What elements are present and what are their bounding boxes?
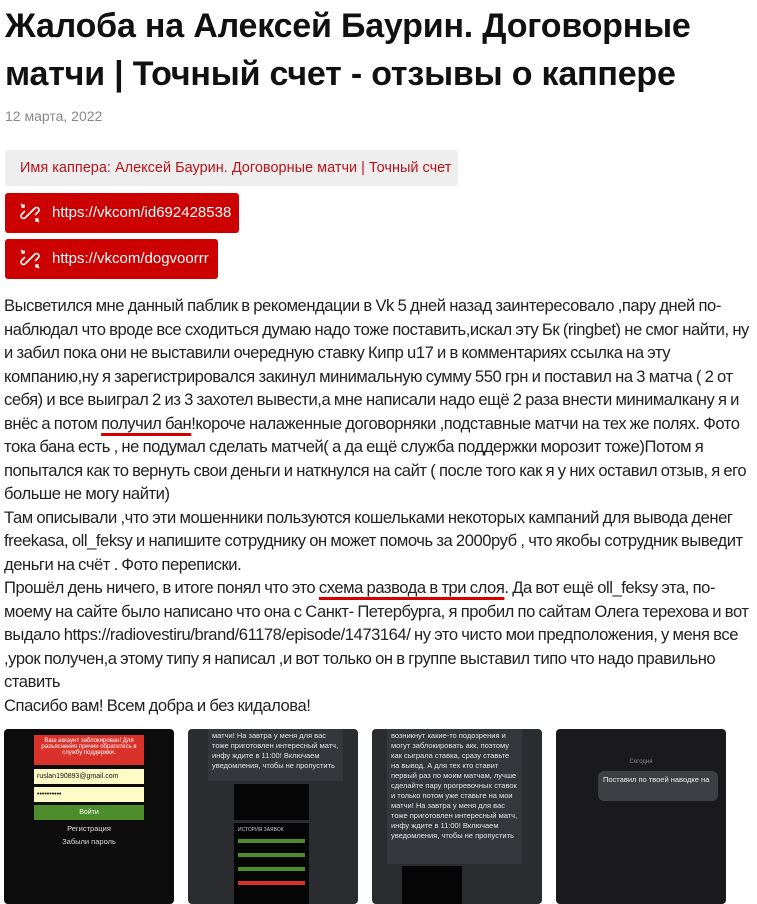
- history-panel: [234, 823, 309, 904]
- article-content: [0, 294, 757, 904]
- highlighted-text: схема развода в три слоя: [318, 578, 505, 597]
- password-field: ••••••••••: [34, 787, 144, 802]
- review-paragraph: Там описывали ,что эти мошенники пользуются кошельками некоторых кампаний для вывода денег freekasa, oll_feksy и напишите сотруднику он может помочь за 2000руб , что якобы сотрудник выведит деньги на счёт . Фото переписки.: [4, 507, 743, 574]
- text: Высветился мне данный паблик в рекомендации в Vk 5 дней назад заинтересовало ,пару дней по-наблюдал что вроде все сходиться думаю надо тоже поставить,искал эту Бк (ringbet) не смог найти, ну и забил пока они не выставили очередную ставку Кипр u17 и в комментариях ссылка на эту компанию,ну я зарегистрировался закинул минимальную сумму 550 грн и поставил на 3 матча ( 2 от себя) и все выиграл 2 из 3 захотел вывести,а мне написали надо ещё 2 раза внести минималкану я и внёс а потом: [4, 296, 749, 433]
- broken-link-icon: [20, 249, 40, 269]
- review-body: [4, 294, 756, 717]
- text: . Да вот ещё oll_feksy эта, по-моему на сайте было написано что она с Санкт- Петербурга, я пробил по сайтам Олега терехова и вот выдало https://radiovestiru/brand/61178/episode/1473164/ ну это чисто мои предположения, у меня все ,урок получен,а этому типу я написал ,и вот только он в группе выставил типо что надо правильно ставить: [4, 578, 749, 691]
- vk-link-button-1[interactable]: [5, 193, 239, 233]
- form-panel: [234, 784, 309, 820]
- broken-link-icon: [20, 203, 40, 223]
- highlighted-text: получил бан: [101, 413, 192, 433]
- email-field: ruslan190893@gmail.com: [34, 769, 144, 784]
- history-title: ИСТОРИЯ ЗАЯВОК: [238, 827, 284, 833]
- review-paragraph: [4, 294, 756, 506]
- login-button: Войти: [34, 805, 144, 820]
- review-paragraph: Спасибо вам! Всем добра и без кидалова!: [4, 695, 311, 715]
- capper-name-badge: Имя каппера: Алексей Баурин. Договорные матчи | Точный счет: [5, 150, 458, 186]
- screenshot-thumbnail-1[interactable]: [4, 729, 174, 904]
- date-separator: Сегодня: [629, 759, 653, 765]
- screenshot-gallery: [0, 729, 757, 904]
- forgot-link: Забыли пароль: [62, 837, 116, 846]
- chat-message: возникнут какие-то подозрения и могут заблокировать акк, поэтому как сыграла ставка, сразу ставьте на вывод. А для тех кто ставит первый раз по моим матчам, лучше сделайте пару прогревочных ставок и только потом уже ставьте на мои матчи! На завтра у меня для вас тоже приготовлен интересный матч, инфу ждите в 11:00! Включаем уведомления, чтобы не пропустить: [387, 729, 522, 864]
- publish-date: 12 марта, 2022: [5, 108, 103, 124]
- vk-link-label: https://vkcom/id692428538: [52, 204, 232, 221]
- screenshot-thumbnail-2[interactable]: [188, 729, 358, 904]
- vk-link-button-2[interactable]: [5, 239, 218, 279]
- chat-message: матчи! На завтра у меня для вас тоже приготовлен интересный матч, инфу ждите в 11:00! Включаем уведомления, чтобы не пропустить: [208, 729, 343, 781]
- form-panel: [402, 866, 462, 904]
- text: !короче налаженные договорняки ,подставные матчи на тех же полях. Фото тока бана есть , не подумал сделать матчей( а да ещё служба поддержки морозит тоже)Потом я попытался как то вернуть свои деньги и наткнулся на сайт ( после того как я у них оставил отзыв, я его больше не могу найти): [4, 413, 747, 503]
- review-paragraph: [4, 576, 756, 694]
- screenshot-thumbnail-4[interactable]: [556, 729, 726, 904]
- blocked-alert: Ваш аккаунт заблокирован! Для разъяснения причин обратитесь в службу поддержки.: [34, 735, 144, 765]
- page-title: Жалоба на Алексей Баурин. Договорные матчи | Точный счет - отзывы о каппере: [5, 7, 691, 93]
- register-link: Регистрация: [67, 824, 111, 833]
- vk-link-label: https://vkcom/dogvoorrr: [52, 250, 209, 267]
- screenshot-thumbnail-3[interactable]: [372, 729, 542, 904]
- chat-message: Поставил по твоей наводке на: [598, 771, 718, 801]
- text: Прошёл день ничего, в итоге понял что это: [4, 578, 319, 597]
